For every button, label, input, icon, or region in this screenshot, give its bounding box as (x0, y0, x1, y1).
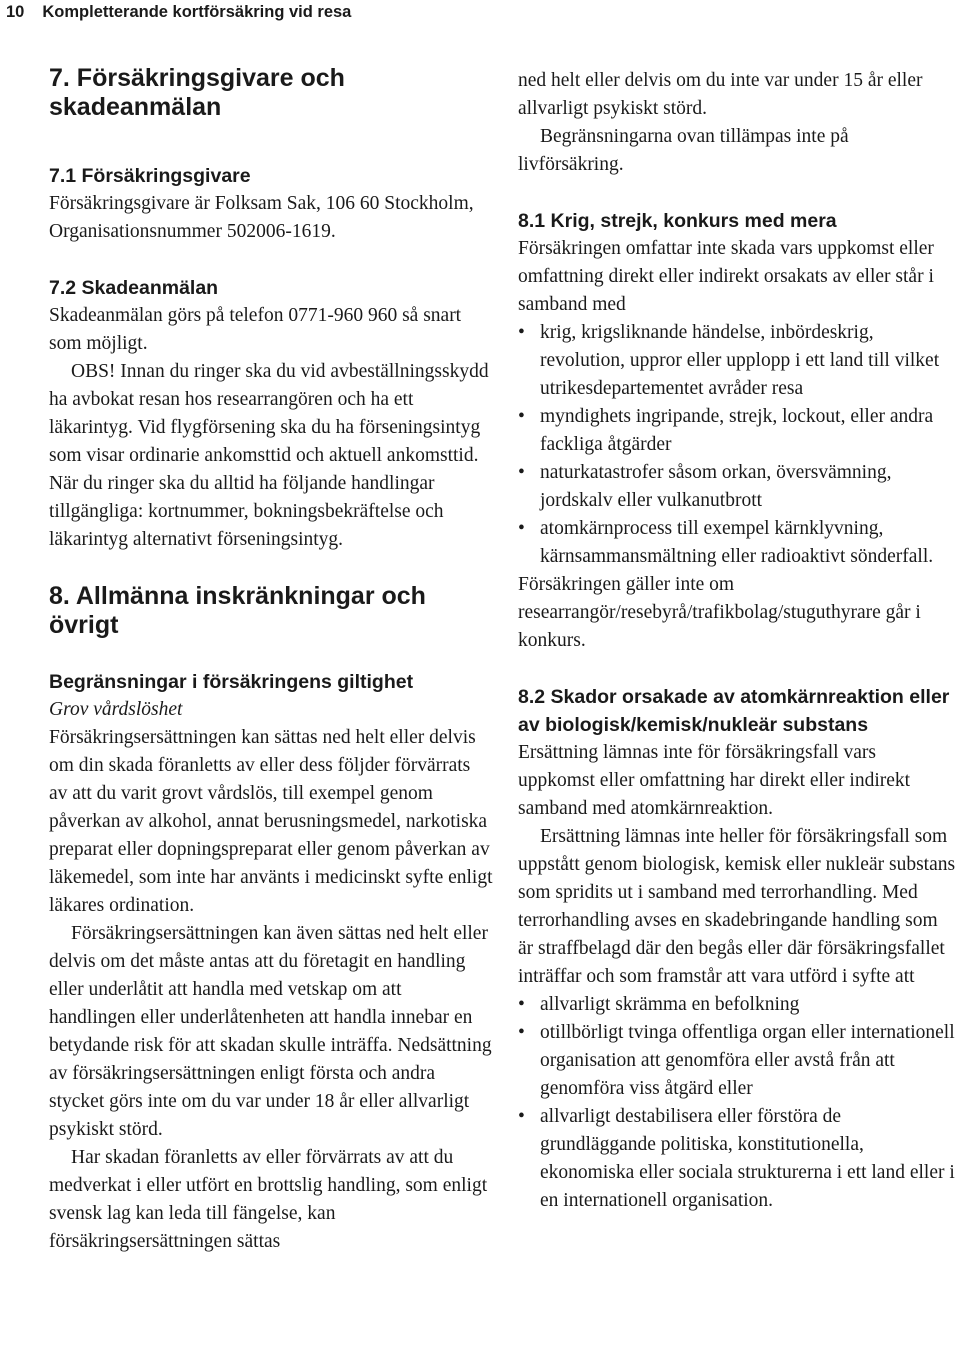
gross-negligence-heading: Grov vårdslöshet (49, 699, 183, 720)
section-7-2-text-1: Skadeanmälan görs på telefon 0771-960 960 så snart som möjligt. (49, 305, 462, 354)
list-item: • allvarligt destabilisera eller förstöra de grundläggande politiska, konstitutionella, ekonomiska eller sociala strukturerna i ett land eller i en internationell organisation. (518, 1103, 956, 1215)
list-item: • atomkärnprocess till exempel kärnklyvning, kärnsammansmältning eller radioaktivt sönderfall. (518, 515, 956, 571)
continued-text-2: Begränsningarna ovan tillämpas inte på livförsäkring. (518, 126, 849, 175)
right-column (518, 67, 956, 1215)
section-8-1-outro: Försäkringen gäller inte om researrangör/resebyrå/trafikbolag/stuguthyrare går i konkurs. (518, 574, 921, 651)
section-8-text-2: Försäkringsersättningen kan även sättas ned helt eller delvis om det måste antas att du företagit en handling eller underlåtit att handla med vetskap om att handlingen eller underlåtenheten att handla innebar en betydande risk för att skadan skulle inträffa. Nedsättning av försäkringsersättningen enligt första och andra stycket görs inte om du var under 18 år eller allvarligt psykiskt störd. (49, 923, 492, 1140)
bullet-icon: • (518, 1022, 525, 1043)
list-item: • naturkatastrofer såsom orkan, översvämning, jordskalv eller vulkanutbrott (518, 459, 956, 515)
section-8-2-heading: 8.2 Skador orsakade av atomkärnreaktion eller av biologisk/kemisk/nukleär substans (518, 686, 950, 736)
section-8-text-3: Har skadan föranletts av eller förvärrats av att du medverkat i eller utfört en brottslig handling, som enligt svensk lag kan leda till fängelse, kan försäkringsersättningen sättas (49, 1147, 488, 1252)
section-7-2-text-2: OBS! Innan du ringer ska du vid avbeställningsskydd ha avbokat resan hos researrangören och ha ett läkarintyg. Vid flygförsening ska du ha förseningsintyg som visar ordinarie ankomsttid och aktuell ankomsttid. När du ringer ska du alltid ha följande handlingar tillgängliga: kortnummer, bokningsbekräftelse och läkarintyg alternativt förseningsintyg. (49, 361, 489, 550)
section-8-1-heading: 8.1 Krig, strejk, konkurs med mera (518, 210, 837, 232)
bullet-icon: • (518, 994, 525, 1015)
bullet-icon: • (518, 322, 525, 343)
page-number: 10 (6, 3, 25, 21)
bullet-icon: • (518, 1106, 525, 1127)
bullet-icon: • (518, 462, 525, 483)
bullet-icon: • (518, 518, 525, 539)
section-8-2-text-2: Ersättning lämnas inte heller för försäkringsfall som uppstått genom biologisk, kemisk eller nukleär substans som spridits ut i samband med terrorhandling. Med terrorhandling avses en skadebringande handling som är straffbelagd där den begås eller där försäkringsfallet inträffar och som framstår att vara utförd i syfte att (518, 826, 956, 987)
left-column (49, 64, 493, 1256)
section-8-1-list (518, 319, 956, 571)
page-header (6, 0, 351, 24)
continued-text-1: ned helt eller delvis om du inte var under 15 år eller allvarligt psykiskt störd. (518, 70, 923, 119)
section-8-title: 8. Allmänna inskränkningar och övrigt (49, 582, 426, 639)
section-7-title: 7. Försäkringsgivare och skadeanmälan (49, 64, 345, 121)
section-8-text-1: Försäkringsersättningen kan sättas ned helt eller delvis om din skada föranletts av eller dess följder förvärrats av att du varit grovt vårdslös, till exempel genom påverkan av alkohol, annat berusningsmedel, narkotiska preparat eller dopningspreparat eller genom påverkan av läkemedel, som inte har använts i medicinskt syfte enligt läkares ordination. (49, 727, 493, 916)
section-8-1-intro: Försäkringen omfattar inte skada vars uppkomst eller omfattning direkt eller indirekt orsakats av eller står i samband med (518, 238, 934, 315)
section-7-1-text: Försäkringsgivare är Folksam Sak, 106 60 Stockholm, Organisationsnummer 502006-1619. (49, 193, 474, 242)
list-item: • krig, krigsliknande händelse, inbördeskrig, revolution, uppror eller upplopp i ett land till vilket utrikesdepartementet avråder resa (518, 319, 956, 403)
list-item: • myndighets ingripande, strejk, lockout, eller andra fackliga åtgärder (518, 403, 956, 459)
section-8-subheading: Begränsningar i försäkringens giltighet (49, 671, 414, 693)
bullet-icon: • (518, 406, 525, 427)
section-7-1-heading: 7.1 Försäkringsgivare (49, 165, 251, 187)
section-8-2-text-1: Ersättning lämnas inte för försäkringsfall vars uppkomst eller omfattning har direkt eller indirekt samband med atomkärnreaktion. (518, 742, 911, 819)
list-item: • otillbörligt tvinga offentliga organ eller internationell organisation att genomföra eller avstå från att genomföra viss åtgärd eller (518, 1019, 956, 1103)
section-7-2-heading: 7.2 Skadeanmälan (49, 277, 219, 299)
document-title: Kompletterande kortförsäkring vid resa (42, 3, 352, 21)
section-8-2-list (518, 991, 956, 1215)
list-item: • allvarligt skrämma en befolkning (518, 991, 956, 1019)
